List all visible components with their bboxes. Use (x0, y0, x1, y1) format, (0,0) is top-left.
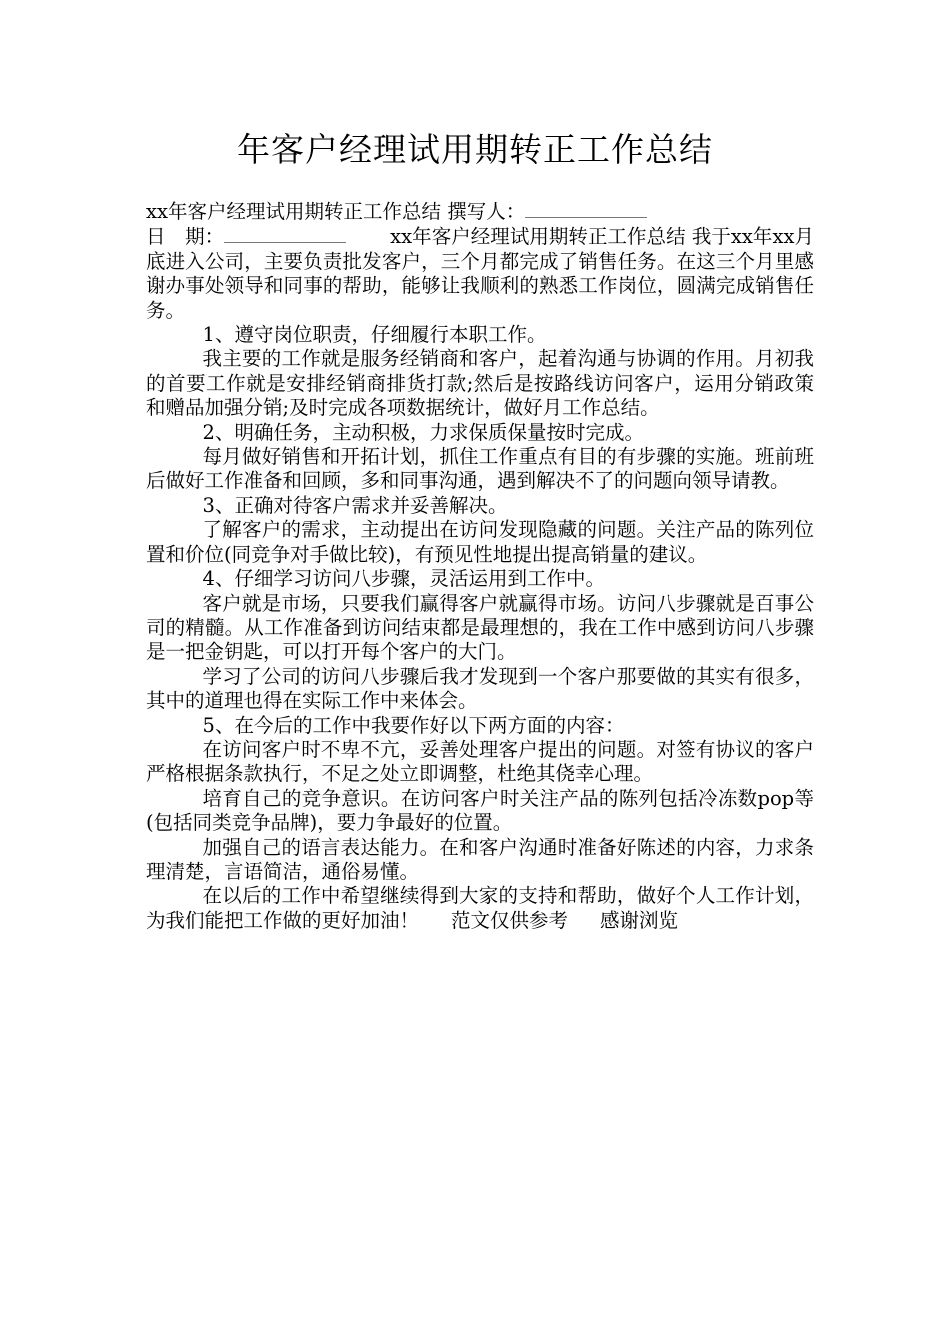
intro-text: xx年客户经理试用期转正工作总结 我于xx年xx月底进入公司，主要负责批发客户，三个月都完成了销售任务。在这三个月里感谢办事处领导和同事的帮助，能够让我顺利的熟悉工作岗位，圆满完成销售任务。 (146, 225, 814, 322)
paragraph: 在访问客户时不卑不亢，妥善处理客户提出的问题。对签有协议的客户严格根据条款执行，不足之处立即调整，杜绝其侥幸心理。 (146, 737, 814, 786)
section-heading-1: 1、遵守岗位职责，仔细履行本职工作。 (202, 323, 547, 347)
document-body (146, 199, 814, 933)
author-blank-line (525, 199, 647, 218)
header-subtitle: xx年客户经理试用期转正工作总结 (146, 200, 441, 223)
section-heading-4: 4、仔细学习访问八步骤，灵活运用到工作中。 (202, 567, 605, 591)
date-blank-line (224, 224, 346, 243)
author-label: 撰写人： (447, 200, 526, 223)
paragraph: 加强自己的语言表达能力。在和客户沟通时准备好陈述的内容，力求条理清楚，言语简洁，通俗易懂。 (146, 835, 814, 883)
paragraph: 学习了公司的访问八步骤后我才发现到一个客户那要做的其实有很多，其中的道理也得在实际工作中来体会。 (146, 664, 814, 713)
section-heading-3: 3、正确对待客户需求并妥善解决。 (202, 493, 508, 517)
thanks-note: 感谢浏览 (600, 908, 679, 932)
closing-paragraph (146, 884, 814, 933)
section-heading-2: 2、明确任务，主动积极，力求保质保量按时完成。 (202, 420, 644, 444)
header-paragraph (146, 199, 814, 224)
closing-text: 在以后的工作中希望继续得到大家的支持和帮助，做好个人工作计划，为我们能把工作做的更好加油！ (146, 884, 814, 932)
paragraph: 每月做好销售和开拓计划，抓住工作重点有目的有步骤的实施。班前班后做好工作准备和回顾，多和同事沟通，遇到解决不了的问题向领导请教。 (146, 445, 814, 493)
section-heading-5: 5、在今后的工作中我要作好以下两方面的内容： (202, 713, 625, 737)
intro-paragraph (146, 224, 814, 323)
date-label: 日 期： (146, 225, 225, 249)
paragraph: 了解客户的需求，主动提出在访问发现隐藏的问题。关注产品的陈列位置和价位(同竞争对手做比较)，有预见性地提出提高销量的建议。 (146, 518, 814, 566)
reference-note: 范文仅供参考 (451, 908, 569, 932)
paragraph: 我主要的工作就是服务经销商和客户，起着沟通与协调的作用。月初我的首要工作就是安排经销商排货打款;然后是按路线访问客户，运用分销政策和赠品加强分销;及时完成各项数据统计，做好月工作总结。 (146, 347, 814, 420)
paragraph: 培育自己的竞争意识。在访问客户时关注产品的陈列包括冷冻数pop等(包括同类竞争品牌)，要力争最好的位置。 (146, 786, 814, 835)
paragraph: 客户就是市场，只要我们赢得客户就赢得市场。访问八步骤就是百事公司的精髓。从工作准备到访问结束都是最理想的，我在工作中感到访问八步骤是一把金钥匙，可以打开每个客户的大门。 (146, 591, 814, 664)
document-title: 年客户经理试用期转正工作总结 (237, 130, 713, 169)
